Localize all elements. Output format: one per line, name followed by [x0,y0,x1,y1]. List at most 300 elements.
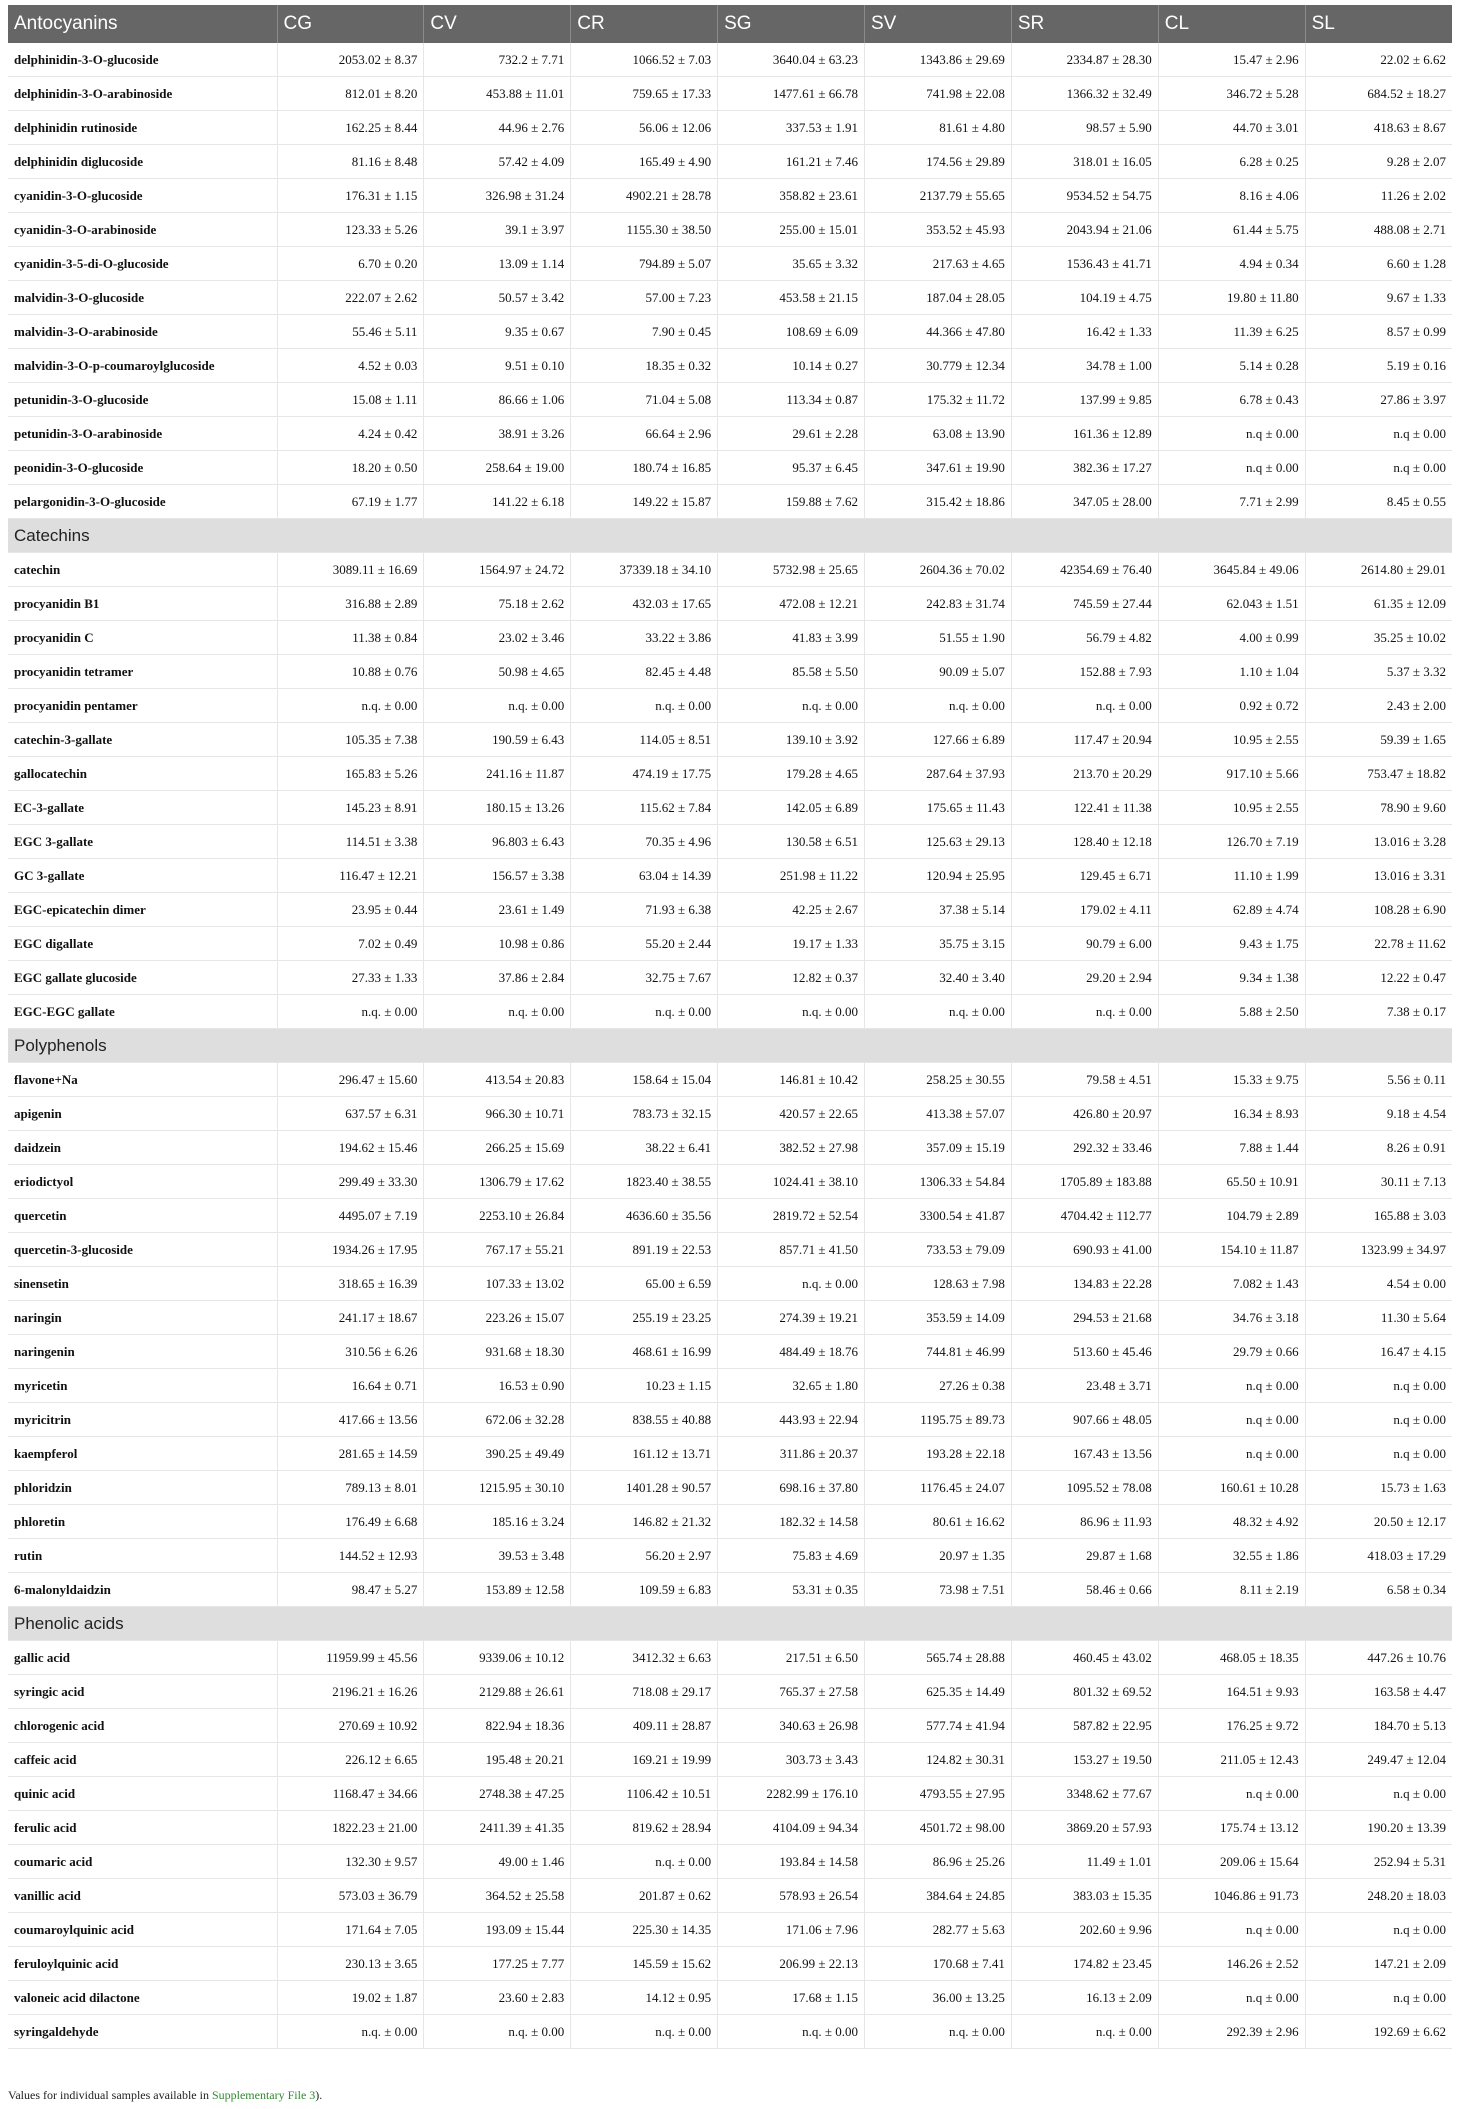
value-cell: 318.65 ± 16.39 [277,1267,424,1301]
value-cell: 29.61 ± 2.28 [718,417,865,451]
compound-name: EGC-epicatechin dimer [8,893,277,927]
value-cell: 11.39 ± 6.25 [1158,315,1305,349]
table-row [8,893,1452,927]
value-cell: 57.42 ± 4.09 [424,145,571,179]
value-cell: 258.25 ± 30.55 [865,1063,1012,1097]
value-cell: 3300.54 ± 41.87 [865,1199,1012,1233]
compound-name: petunidin-3-O-glucoside [8,383,277,417]
value-cell: 16.34 ± 8.93 [1158,1097,1305,1131]
value-cell: 258.64 ± 19.00 [424,451,571,485]
value-cell: 146.82 ± 21.32 [571,1505,718,1539]
value-cell: 39.53 ± 3.48 [424,1539,571,1573]
value-cell: n.q ± 0.00 [1305,1981,1452,2015]
value-cell: 141.22 ± 6.18 [424,485,571,519]
value-cell: 176.25 ± 9.72 [1158,1709,1305,1743]
value-cell: 357.09 ± 15.19 [865,1131,1012,1165]
compound-name: coumaroylquinic acid [8,1913,277,1947]
table-row [8,825,1452,859]
table-row [8,1675,1452,1709]
value-cell: 418.63 ± 8.67 [1305,111,1452,145]
value-cell: 16.42 ± 1.33 [1011,315,1158,349]
value-cell: 142.05 ± 6.89 [718,791,865,825]
compound-name: caffeic acid [8,1743,277,1777]
table-row [8,43,1452,77]
value-cell: 23.61 ± 1.49 [424,893,571,927]
value-cell: 192.69 ± 6.62 [1305,2015,1452,2049]
column-header-cv: CV [424,5,571,43]
table-row [8,1063,1452,1097]
value-cell: 139.10 ± 3.92 [718,723,865,757]
compound-name: vanillic acid [8,1879,277,1913]
table-row [8,1131,1452,1165]
table-row [8,383,1452,417]
value-cell: 741.98 ± 22.08 [865,77,1012,111]
value-cell: 2819.72 ± 52.54 [718,1199,865,1233]
value-cell: 248.20 ± 18.03 [1305,1879,1452,1913]
value-cell: 108.69 ± 6.09 [718,315,865,349]
value-cell: 125.63 ± 29.13 [865,825,1012,859]
value-cell: 35.25 ± 10.02 [1305,621,1452,655]
value-cell: 194.62 ± 15.46 [277,1131,424,1165]
value-cell: 206.99 ± 22.13 [718,1947,865,1981]
value-cell: 4495.07 ± 7.19 [277,1199,424,1233]
table-row [8,247,1452,281]
value-cell: 1401.28 ± 90.57 [571,1471,718,1505]
value-cell: 11.26 ± 2.02 [1305,179,1452,213]
value-cell: 7.71 ± 2.99 [1158,485,1305,519]
value-cell: 179.28 ± 4.65 [718,757,865,791]
value-cell: 468.05 ± 18.35 [1158,1641,1305,1675]
value-cell: 175.74 ± 13.12 [1158,1811,1305,1845]
value-cell: 3089.11 ± 16.69 [277,553,424,587]
value-cell: 11.30 ± 5.64 [1305,1301,1452,1335]
value-cell: 382.36 ± 17.27 [1011,451,1158,485]
value-cell: 149.22 ± 15.87 [571,485,718,519]
compound-name: delphinidin diglucoside [8,145,277,179]
value-cell: 409.11 ± 28.87 [571,1709,718,1743]
value-cell: 1215.95 ± 30.10 [424,1471,571,1505]
compound-name: gallocatechin [8,757,277,791]
value-cell: 9.18 ± 4.54 [1305,1097,1452,1131]
value-cell: 144.52 ± 12.93 [277,1539,424,1573]
table-container [8,5,1452,2049]
value-cell: 2411.39 ± 41.35 [424,1811,571,1845]
value-cell: 684.52 ± 18.27 [1305,77,1452,111]
compound-name: coumaric acid [8,1845,277,1879]
value-cell: 71.04 ± 5.08 [571,383,718,417]
value-cell: n.q. ± 0.00 [277,995,424,1029]
value-cell: 209.06 ± 15.64 [1158,1845,1305,1879]
value-cell: 759.65 ± 17.33 [571,77,718,111]
value-cell: 13.09 ± 1.14 [424,247,571,281]
value-cell: 303.73 ± 3.43 [718,1743,865,1777]
value-cell: 838.55 ± 40.88 [571,1403,718,1437]
value-cell: 931.68 ± 18.30 [424,1335,571,1369]
value-cell: 3640.04 ± 63.23 [718,43,865,77]
value-cell: 63.08 ± 13.90 [865,417,1012,451]
value-cell: 66.64 ± 2.96 [571,417,718,451]
table-row [8,281,1452,315]
value-cell: 255.19 ± 23.25 [571,1301,718,1335]
section-title: Phenolic acids [8,1607,1452,1641]
table-row [8,689,1452,723]
value-cell: 783.73 ± 32.15 [571,1097,718,1131]
column-header-sr: SR [1011,5,1158,43]
value-cell: 180.74 ± 16.85 [571,451,718,485]
value-cell: 3412.32 ± 6.63 [571,1641,718,1675]
table-row [8,1165,1452,1199]
compound-name: peonidin-3-O-glucoside [8,451,277,485]
value-cell: 29.87 ± 1.68 [1011,1539,1158,1573]
value-cell: 171.06 ± 7.96 [718,1913,865,1947]
value-cell: 14.12 ± 0.95 [571,1981,718,2015]
value-cell: 56.06 ± 12.06 [571,111,718,145]
value-cell: 165.49 ± 4.90 [571,145,718,179]
table-row [8,757,1452,791]
value-cell: 4902.21 ± 28.78 [571,179,718,213]
value-cell: 34.76 ± 3.18 [1158,1301,1305,1335]
value-cell: 1823.40 ± 38.55 [571,1165,718,1199]
value-cell: 468.61 ± 16.99 [571,1335,718,1369]
value-cell: 114.51 ± 3.38 [277,825,424,859]
value-cell: n.q. ± 0.00 [277,689,424,723]
compound-name: naringin [8,1301,277,1335]
table-row [8,1947,1452,1981]
value-cell: 163.58 ± 4.47 [1305,1675,1452,1709]
value-cell: 1477.61 ± 66.78 [718,77,865,111]
value-cell: 2334.87 ± 28.30 [1011,43,1158,77]
value-cell: 1106.42 ± 10.51 [571,1777,718,1811]
value-cell: 767.17 ± 55.21 [424,1233,571,1267]
value-cell: 15.08 ± 1.11 [277,383,424,417]
value-cell: 44.366 ± 47.80 [865,315,1012,349]
column-header-sg: SG [718,5,865,43]
value-cell: 223.26 ± 15.07 [424,1301,571,1335]
value-cell: 346.72 ± 5.28 [1158,77,1305,111]
compound-name: phloridzin [8,1471,277,1505]
value-cell: 114.05 ± 8.51 [571,723,718,757]
value-cell: 891.19 ± 22.53 [571,1233,718,1267]
value-cell: 22.02 ± 6.62 [1305,43,1452,77]
table-row [8,1539,1452,1573]
column-header-sl: SL [1305,5,1452,43]
value-cell: 95.37 ± 6.45 [718,451,865,485]
value-cell: 44.96 ± 2.76 [424,111,571,145]
value-cell: 23.95 ± 0.44 [277,893,424,927]
value-cell: 413.54 ± 20.83 [424,1063,571,1097]
value-cell: 577.74 ± 41.94 [865,1709,1012,1743]
value-cell: 38.22 ± 6.41 [571,1131,718,1165]
supplementary-link[interactable]: Supplementary File 3 [211,2088,316,2102]
value-cell: 16.64 ± 0.71 [277,1369,424,1403]
value-cell: 765.37 ± 27.58 [718,1675,865,1709]
value-cell: 2253.10 ± 26.84 [424,1199,571,1233]
value-cell: 1564.97 ± 24.72 [424,553,571,587]
value-cell: 698.16 ± 37.80 [718,1471,865,1505]
value-cell: 9.28 ± 2.07 [1305,145,1452,179]
compound-name: EGC gallate glucoside [8,961,277,995]
value-cell: 38.91 ± 3.26 [424,417,571,451]
column-header-cr: CR [571,5,718,43]
value-cell: 453.88 ± 11.01 [424,77,571,111]
footnote [8,2088,322,2103]
value-cell: 128.63 ± 7.98 [865,1267,1012,1301]
value-cell: 146.26 ± 2.52 [1158,1947,1305,1981]
compound-name: catechin [8,553,277,587]
value-cell: 5.14 ± 0.28 [1158,349,1305,383]
value-cell: 161.12 ± 13.71 [571,1437,718,1471]
value-cell: 8.16 ± 4.06 [1158,179,1305,213]
footnote-prefix: Values for individual samples available in [8,2088,212,2102]
value-cell: 316.88 ± 2.89 [277,587,424,621]
value-cell: 62.89 ± 4.74 [1158,893,1305,927]
value-cell: 1343.86 ± 29.69 [865,43,1012,77]
value-cell: 176.31 ± 1.15 [277,179,424,213]
value-cell: 1536.43 ± 41.71 [1011,247,1158,281]
compound-name: malvidin-3-O-arabinoside [8,315,277,349]
value-cell: 418.03 ± 17.29 [1305,1539,1452,1573]
compound-name: sinensetin [8,1267,277,1301]
value-cell: 61.35 ± 12.09 [1305,587,1452,621]
value-cell: 29.79 ± 0.66 [1158,1335,1305,1369]
section-row [8,1029,1452,1063]
value-cell: 27.86 ± 3.97 [1305,383,1452,417]
value-cell: n.q. ± 0.00 [1011,689,1158,723]
value-cell: 266.25 ± 15.69 [424,1131,571,1165]
value-cell: 353.52 ± 45.93 [865,213,1012,247]
value-cell: 108.28 ± 6.90 [1305,893,1452,927]
value-cell: 7.90 ± 0.45 [571,315,718,349]
table-row [8,1301,1452,1335]
compound-name: procyanidin B1 [8,587,277,621]
value-cell: 282.77 ± 5.63 [865,1913,1012,1947]
section-title: Polyphenols [8,1029,1452,1063]
value-cell: n.q. ± 0.00 [1011,2015,1158,2049]
value-cell: 165.88 ± 3.03 [1305,1199,1452,1233]
value-cell: 61.44 ± 5.75 [1158,213,1305,247]
table-row [8,315,1452,349]
value-cell: 34.78 ± 1.00 [1011,349,1158,383]
value-cell: 1822.23 ± 21.00 [277,1811,424,1845]
value-cell: 42354.69 ± 76.40 [1011,553,1158,587]
compound-name: EC-3-gallate [8,791,277,825]
value-cell: n.q. ± 0.00 [424,2015,571,2049]
value-cell: 115.62 ± 7.84 [571,791,718,825]
value-cell: 8.26 ± 0.91 [1305,1131,1452,1165]
value-cell: 8.45 ± 0.55 [1305,485,1452,519]
value-cell: 9339.06 ± 10.12 [424,1641,571,1675]
value-cell: 5.37 ± 3.32 [1305,655,1452,689]
value-cell: 9.51 ± 0.10 [424,349,571,383]
value-cell: 35.65 ± 3.32 [718,247,865,281]
value-cell: 6.60 ± 1.28 [1305,247,1452,281]
value-cell: n.q. ± 0.00 [865,2015,1012,2049]
value-cell: 2282.99 ± 176.10 [718,1777,865,1811]
compound-name: procyanidin tetramer [8,655,277,689]
compound-name: petunidin-3-O-arabinoside [8,417,277,451]
value-cell: 7.88 ± 1.44 [1158,1131,1305,1165]
value-cell: 90.79 ± 6.00 [1011,927,1158,961]
table-row [8,859,1452,893]
value-cell: 8.11 ± 2.19 [1158,1573,1305,1607]
value-cell: 33.22 ± 3.86 [571,621,718,655]
value-cell: 58.46 ± 0.66 [1011,1573,1158,1607]
section-title: Catechins [8,519,1452,553]
value-cell: 127.66 ± 6.89 [865,723,1012,757]
value-cell: 315.42 ± 18.86 [865,485,1012,519]
value-cell: 2614.80 ± 29.01 [1305,553,1452,587]
value-cell: 292.39 ± 2.96 [1158,2015,1305,2049]
value-cell: 56.79 ± 4.82 [1011,621,1158,655]
value-cell: 185.16 ± 3.24 [424,1505,571,1539]
value-cell: 32.65 ± 1.80 [718,1369,865,1403]
value-cell: n.q. ± 0.00 [718,1267,865,1301]
value-cell: 733.53 ± 79.09 [865,1233,1012,1267]
value-cell: 484.49 ± 18.76 [718,1335,865,1369]
value-cell: 417.66 ± 13.56 [277,1403,424,1437]
value-cell: 16.47 ± 4.15 [1305,1335,1452,1369]
table-row [8,1913,1452,1947]
compound-name: naringenin [8,1335,277,1369]
value-cell: 160.61 ± 10.28 [1158,1471,1305,1505]
value-cell: 358.82 ± 23.61 [718,179,865,213]
value-cell: 10.88 ± 0.76 [277,655,424,689]
column-header-category: Antocyanins [8,5,277,43]
value-cell: 120.94 ± 25.95 [865,859,1012,893]
table-row [8,1437,1452,1471]
value-cell: n.q ± 0.00 [1158,1369,1305,1403]
column-header-sv: SV [865,5,1012,43]
value-cell: 78.90 ± 9.60 [1305,791,1452,825]
value-cell: n.q ± 0.00 [1305,1369,1452,1403]
value-cell: 154.10 ± 11.87 [1158,1233,1305,1267]
value-cell: 326.98 ± 31.24 [424,179,571,213]
value-cell: 6.70 ± 0.20 [277,247,424,281]
value-cell: 107.33 ± 13.02 [424,1267,571,1301]
value-cell: 122.41 ± 11.38 [1011,791,1158,825]
value-cell: 241.16 ± 11.87 [424,757,571,791]
table-body [8,43,1452,2049]
table-row [8,1369,1452,1403]
value-cell: 1306.33 ± 54.84 [865,1165,1012,1199]
value-cell: n.q ± 0.00 [1158,451,1305,485]
value-cell: 117.47 ± 20.94 [1011,723,1158,757]
value-cell: 81.16 ± 8.48 [277,145,424,179]
value-cell: 732.2 ± 7.71 [424,43,571,77]
value-cell: 453.58 ± 21.15 [718,281,865,315]
value-cell: 70.35 ± 4.96 [571,825,718,859]
value-cell: 145.59 ± 15.62 [571,1947,718,1981]
value-cell: 318.01 ± 16.05 [1011,145,1158,179]
value-cell: 153.27 ± 19.50 [1011,1743,1158,1777]
value-cell: 347.61 ± 19.90 [865,451,1012,485]
value-cell: 98.57 ± 5.90 [1011,111,1158,145]
value-cell: 226.12 ± 6.65 [277,1743,424,1777]
value-cell: 59.39 ± 1.65 [1305,723,1452,757]
value-cell: 513.60 ± 45.46 [1011,1335,1158,1369]
value-cell: n.q. ± 0.00 [277,2015,424,2049]
value-cell: 86.66 ± 1.06 [424,383,571,417]
compound-name: delphinidin-3-O-arabinoside [8,77,277,111]
value-cell: 5.19 ± 0.16 [1305,349,1452,383]
table-row [8,587,1452,621]
value-cell: 625.35 ± 14.49 [865,1675,1012,1709]
value-cell: 50.98 ± 4.65 [424,655,571,689]
value-cell: 474.19 ± 17.75 [571,757,718,791]
value-cell: 225.30 ± 14.35 [571,1913,718,1947]
value-cell: 822.94 ± 18.36 [424,1709,571,1743]
value-cell: 12.22 ± 0.47 [1305,961,1452,995]
compound-name: gallic acid [8,1641,277,1675]
table-row [8,1471,1452,1505]
value-cell: 109.59 ± 6.83 [571,1573,718,1607]
value-cell: 1155.30 ± 38.50 [571,213,718,247]
value-cell: 82.45 ± 4.48 [571,655,718,689]
compound-name: eriodictyol [8,1165,277,1199]
value-cell: 79.58 ± 4.51 [1011,1063,1158,1097]
value-cell: 175.65 ± 11.43 [865,791,1012,825]
value-cell: 4793.55 ± 27.95 [865,1777,1012,1811]
compound-name: cyanidin-3-O-arabinoside [8,213,277,247]
value-cell: n.q. ± 0.00 [571,2015,718,2049]
value-cell: 1168.47 ± 34.66 [277,1777,424,1811]
compound-name: procyanidin pentamer [8,689,277,723]
value-cell: 193.84 ± 14.58 [718,1845,865,1879]
value-cell: 63.04 ± 14.39 [571,859,718,893]
value-cell: 156.57 ± 3.38 [424,859,571,893]
value-cell: 86.96 ± 11.93 [1011,1505,1158,1539]
value-cell: 202.60 ± 9.96 [1011,1913,1158,1947]
value-cell: 4501.72 ± 98.00 [865,1811,1012,1845]
value-cell: 201.87 ± 0.62 [571,1879,718,1913]
compound-name: delphinidin rutinoside [8,111,277,145]
value-cell: 182.32 ± 14.58 [718,1505,865,1539]
table-row [8,1233,1452,1267]
table-row [8,723,1452,757]
value-cell: 36.00 ± 13.25 [865,1981,1012,2015]
value-cell: 690.93 ± 41.00 [1011,1233,1158,1267]
value-cell: 48.32 ± 4.92 [1158,1505,1305,1539]
compound-table [8,5,1452,2049]
value-cell: 180.15 ± 13.26 [424,791,571,825]
value-cell: 71.93 ± 6.38 [571,893,718,927]
compound-name: kaempferol [8,1437,277,1471]
value-cell: n.q ± 0.00 [1158,1913,1305,1947]
section-row [8,1607,1452,1641]
value-cell: 1366.32 ± 32.49 [1011,77,1158,111]
value-cell: 113.34 ± 0.87 [718,383,865,417]
value-cell: 857.71 ± 41.50 [718,1233,865,1267]
value-cell: 29.20 ± 2.94 [1011,961,1158,995]
value-cell: 174.56 ± 29.89 [865,145,1012,179]
value-cell: 18.20 ± 0.50 [277,451,424,485]
value-cell: 73.98 ± 7.51 [865,1573,1012,1607]
value-cell: 310.56 ± 6.26 [277,1335,424,1369]
value-cell: 292.32 ± 33.46 [1011,1131,1158,1165]
table-row [8,485,1452,519]
value-cell: 32.75 ± 7.67 [571,961,718,995]
value-cell: 745.59 ± 27.44 [1011,587,1158,621]
value-cell: 565.74 ± 28.88 [865,1641,1012,1675]
value-cell: 252.94 ± 5.31 [1305,1845,1452,1879]
value-cell: 3348.62 ± 77.67 [1011,1777,1158,1811]
value-cell: 19.02 ± 1.87 [277,1981,424,2015]
table-row [8,1335,1452,1369]
table-row [8,77,1452,111]
compound-name: EGC 3-gallate [8,825,277,859]
value-cell: 37339.18 ± 34.10 [571,553,718,587]
table-row [8,2015,1452,2049]
